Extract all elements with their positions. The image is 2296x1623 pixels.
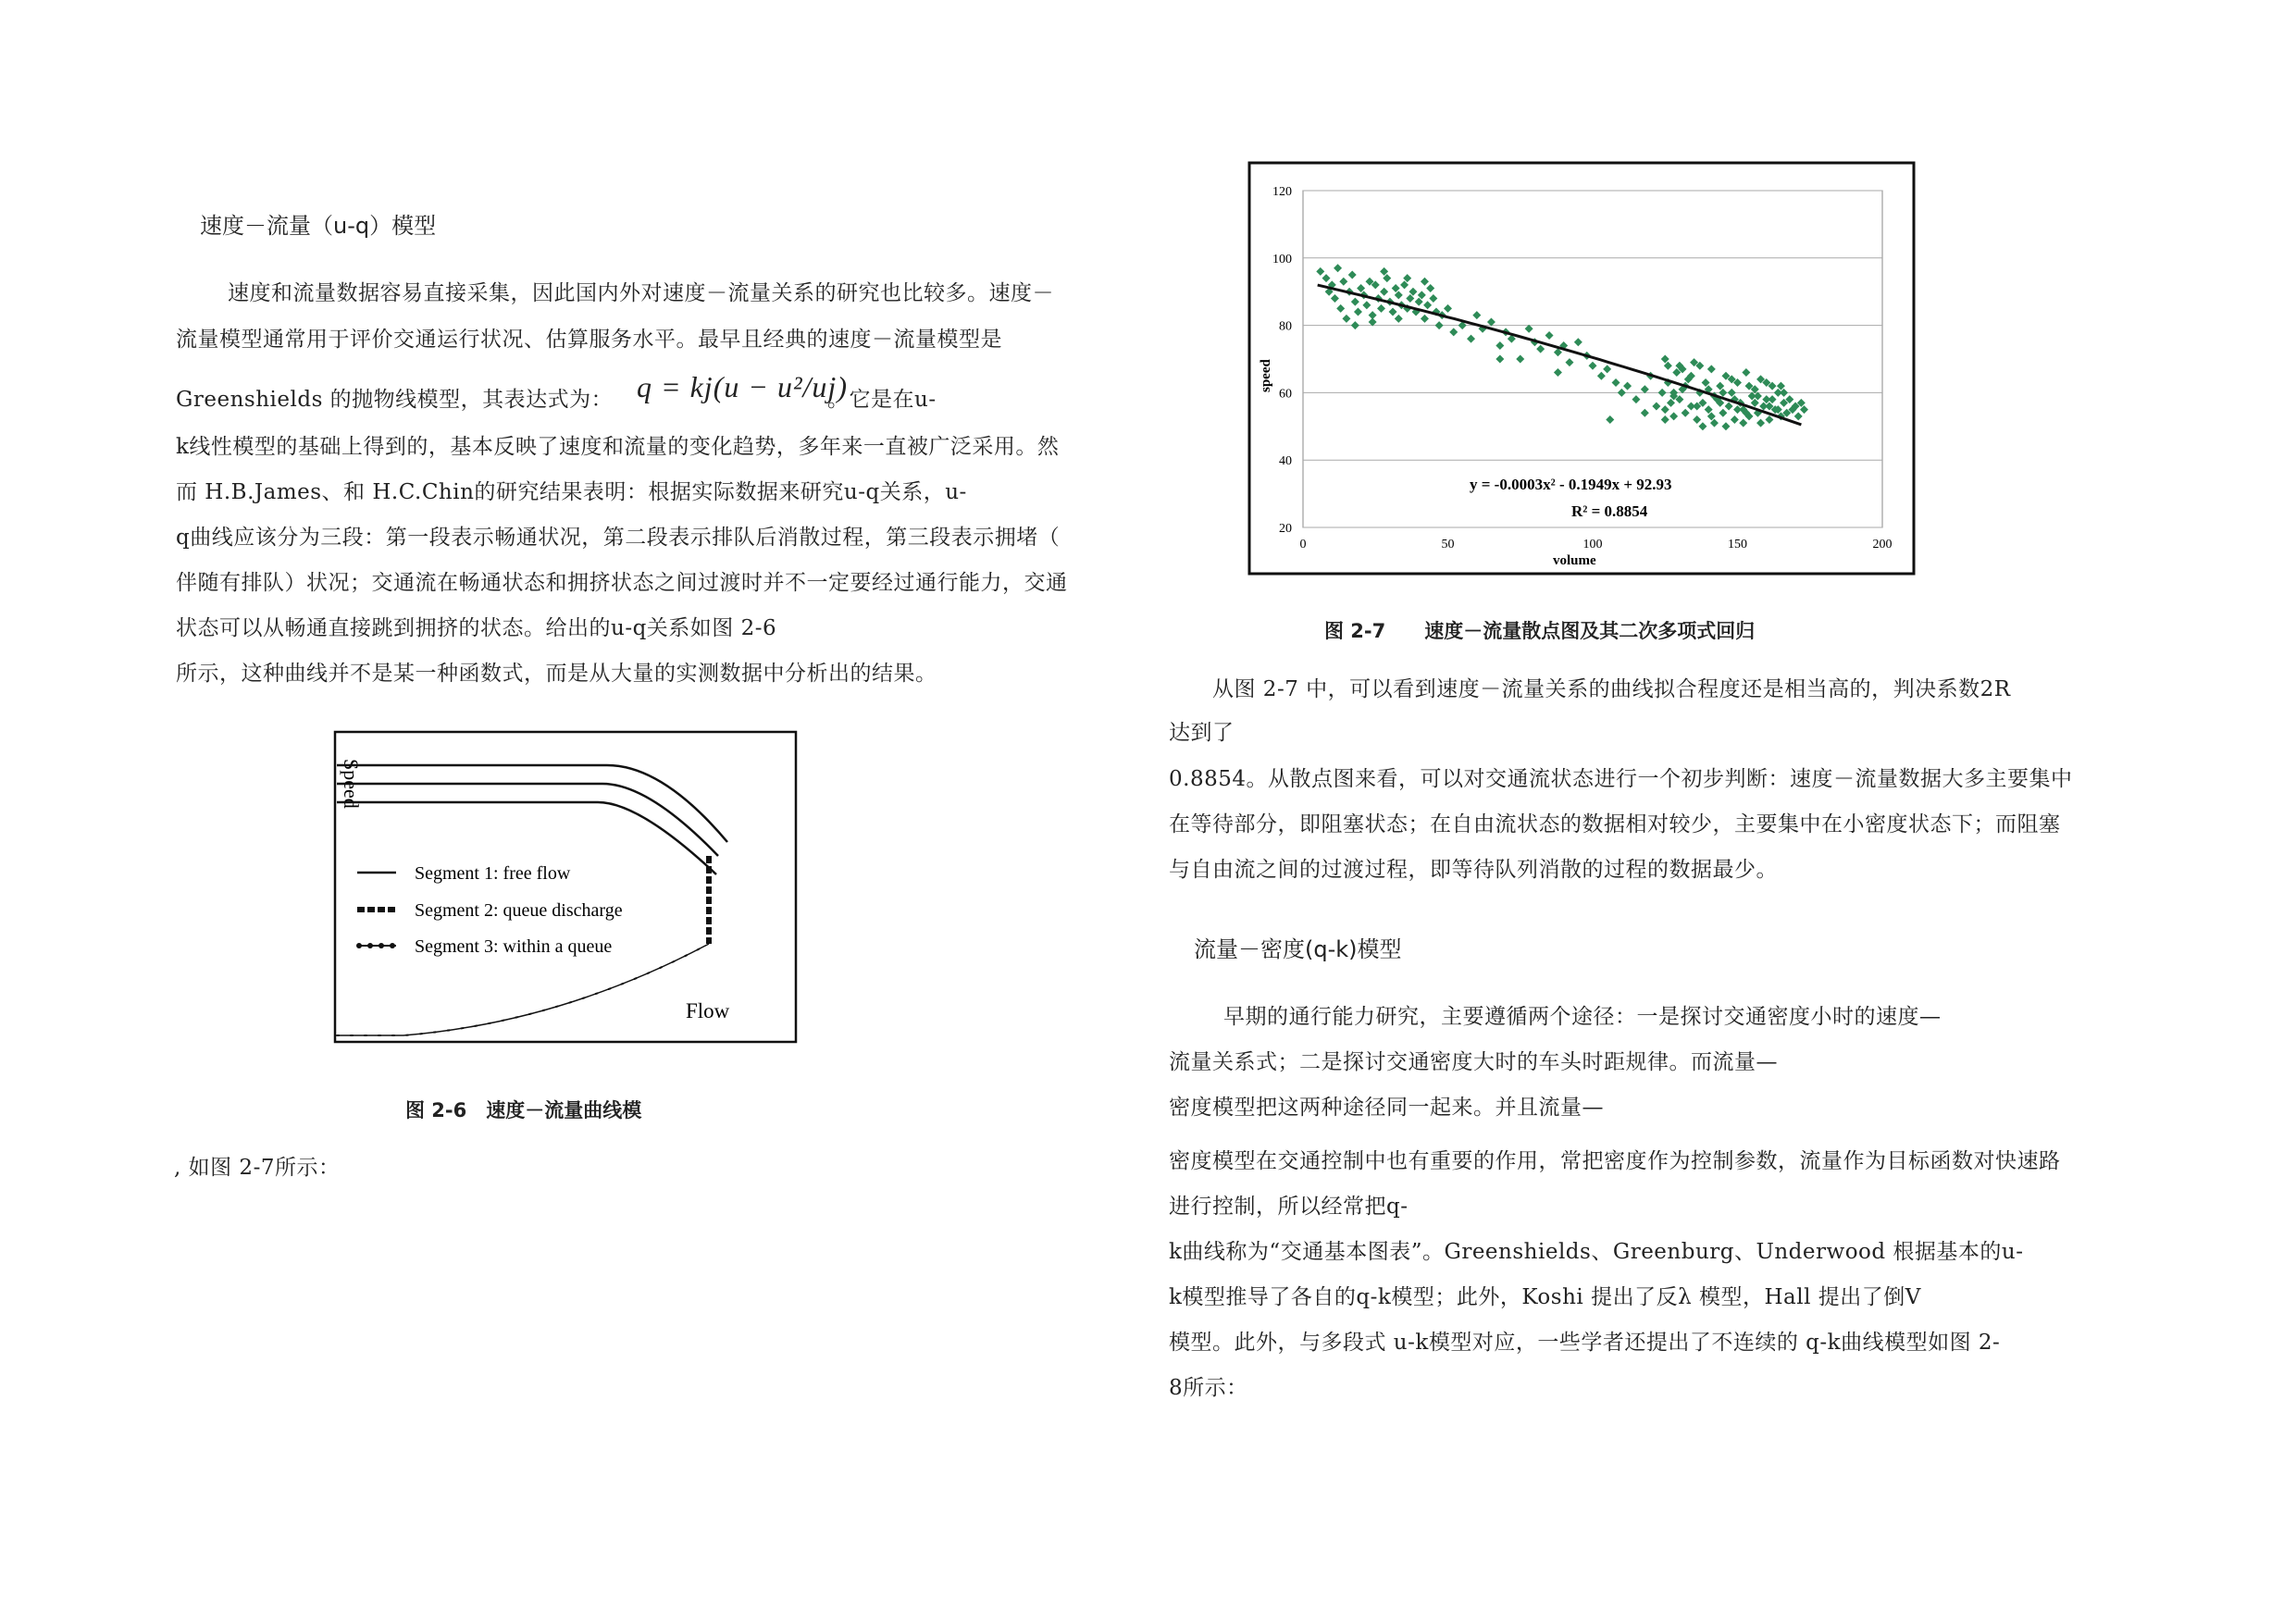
paragraph-line: k模型推导了各自的q-k模型；此外，Koshi 提出了反λ 模型，Hall 提出了倒V xyxy=(1169,1285,1921,1309)
y-tick-label: 100 xyxy=(1272,252,1292,266)
paragraph-line: 密度模型在交通控制中也有重要的作用，常把密度作为控制参数，流量作为目标函数对快速路 xyxy=(1169,1149,2061,1173)
paragraph-line: 0.8854。从散点图来看，可以对交通流状态进行一个初步判断：速度－流量数据大多主要集中 xyxy=(1169,767,2073,791)
greenshields-formula: q = kj(u − u²/uj) xyxy=(637,370,848,403)
y-tick-label: 20 xyxy=(1279,522,1292,536)
paragraph-line: 状态可以从畅通直接跳到拥挤的状态。给出的u-q关系如图 2-6 xyxy=(176,616,777,640)
fig26-xlabel: Flow xyxy=(686,999,730,1022)
regression-equation: y = -0.0003x² - 0.1949x + 92.93 xyxy=(1470,476,1672,493)
x-tick-label: 200 xyxy=(1872,538,1893,551)
y-tick-label: 120 xyxy=(1272,185,1292,199)
paragraph-line: 在等待部分，即阻塞状态；在自由流状态的数据相对较少，主要集中在小密度状态下；而阻塞 xyxy=(1169,812,2061,836)
r-squared: R² = 0.8854 xyxy=(1571,502,1648,520)
y-axis-label: speed xyxy=(1259,359,1273,392)
legend-label-segment3: Segment 3: within a queue xyxy=(415,936,613,957)
paragraph-line: 早期的通行能力研究，主要遵循两个途径：一是探讨交通密度小时的速度— xyxy=(1223,1005,1942,1029)
speed-volume-scatter-chart xyxy=(1247,161,1916,576)
section-heading-qk: 流量－密度(q-k)模型 xyxy=(1194,936,1402,962)
x-tick-label: 0 xyxy=(1299,538,1307,551)
x-tick-label: 50 xyxy=(1441,538,1455,551)
paragraph-line: 速度和流量数据容易直接采集，因此国内外对速度－流量关系的研究也比较多。速度－ xyxy=(228,281,1054,305)
fig26-ylabel: Speed xyxy=(340,759,363,809)
legend-label-segment2: Segment 2: queue discharge xyxy=(415,900,623,921)
speed-flow-curve-figure xyxy=(329,726,803,1050)
y-tick-label: 40 xyxy=(1279,454,1292,469)
legend-label-segment1: Segment 1: free flow xyxy=(415,863,571,884)
paragraph-line: 。它是在u- xyxy=(827,388,937,412)
paragraph-line: 模型。此外，与多段式 u-k模型对应，一些学者还提出了不连续的 q-k曲线模型如图 2- xyxy=(1169,1331,2001,1355)
paragraph-line: 进行控制，所以经常把q- xyxy=(1169,1195,1409,1219)
x-tick-label: 150 xyxy=(1728,538,1747,551)
paragraph-line: k曲线称为“交通基本图表”。Greenshields、Greenburg、Underwood 根据基本的u- xyxy=(1169,1240,2024,1264)
x-axis-label: volume xyxy=(1553,553,1596,568)
paragraph-line: 达到了 xyxy=(1169,721,1235,745)
paragraph-line: k线性模型的基础上得到的，基本反映了速度和流量的变化趋势，多年来一直被广泛采用。然 xyxy=(176,435,1060,459)
paragraph-line: 从图 2-7 中，可以看到速度－流量关系的曲线拟合程度还是相当高的，判决系数2R xyxy=(1212,677,2011,701)
x-tick-label: 100 xyxy=(1582,538,1603,551)
paragraph-line: 8所示： xyxy=(1169,1376,1248,1400)
paragraph-line: 所示，这种曲线并不是某一种函数式，而是从大量的实测数据中分析出的结果。 xyxy=(176,662,937,686)
paragraph-line: 流量模型通常用于评价交通运行状况、估算服务水平。最早且经典的速度－流量模型是 xyxy=(176,328,1002,352)
figure-2-6-caption: 图 2-6 速度－流量曲线模 xyxy=(405,1099,642,1121)
figure-frame xyxy=(335,732,796,1042)
figure-2-7-caption: 图 2-7 速度－流量散点图及其二次多项式回归 xyxy=(1324,620,1756,642)
paragraph-line: 流量关系式；二是探讨交通密度大时的车头时距规律。而流量— xyxy=(1169,1050,1778,1074)
paragraph-line: Greenshields 的抛物线模型，其表达式为： xyxy=(176,388,614,412)
paragraph-line: q曲线应该分为三段：第一段表示畅通状况，第二段表示排队后消散过程，第三段表示拥堵（ xyxy=(176,526,1061,550)
paragraph-line: 与自由流之间的过渡过程，即等待队列消散的过程的数据最少。 xyxy=(1169,858,1778,882)
paragraph-line: 而 H.B.James、和 H.C.Chin的研究结果表明：根据实际数据来研究u-q关系，u- xyxy=(176,480,967,504)
y-tick-label: 80 xyxy=(1279,319,1292,334)
paragraph-line: 伴随有排队）状况；交通流在畅通状态和拥挤状态之间过渡时并不一定要经过通行能力，交通 xyxy=(176,571,1068,595)
y-tick-label: 60 xyxy=(1279,387,1292,402)
section-heading-uq: 速度－流量（u-q）模型 xyxy=(200,213,437,239)
paragraph-line: 密度模型把这两种途径同一起来。并且流量— xyxy=(1169,1096,1604,1120)
paragraph-line: , 如图 2-7所示： xyxy=(174,1156,341,1180)
